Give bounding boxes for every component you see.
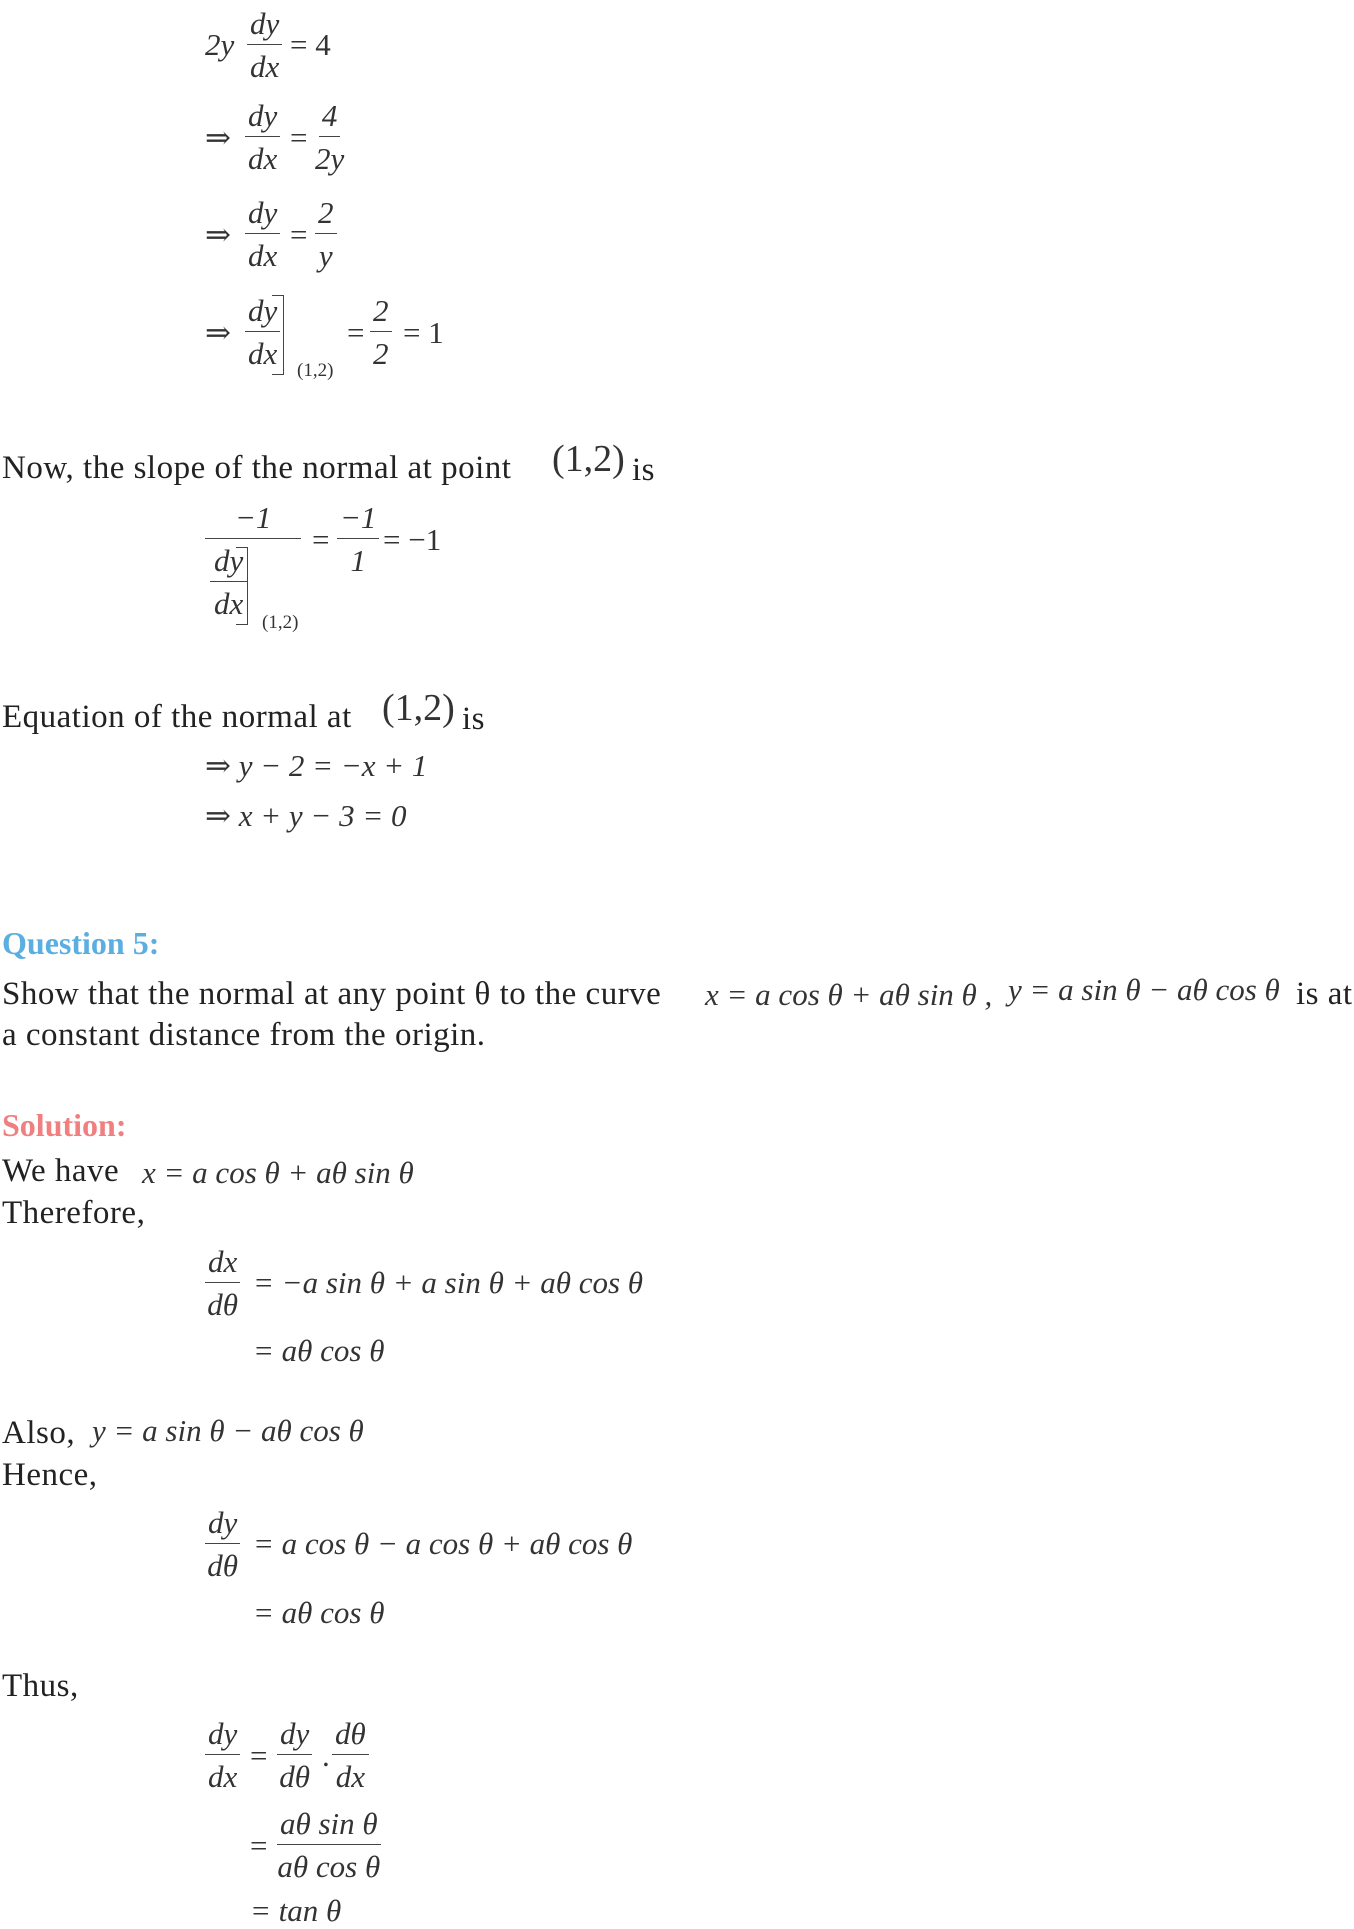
inner-numerator: dy bbox=[210, 545, 247, 582]
fraction-numerator: dy bbox=[245, 100, 280, 137]
math-fraction bbox=[370, 295, 392, 369]
fraction-numerator: −1 bbox=[205, 502, 301, 539]
solution-heading: Solution: bbox=[2, 1107, 127, 1143]
fraction-numerator: dy bbox=[205, 1718, 240, 1755]
math-term: 2y bbox=[205, 27, 235, 62]
fraction-numerator: dθ bbox=[332, 1718, 369, 1755]
fraction-denominator: 2y bbox=[315, 141, 345, 176]
word-is: is bbox=[462, 701, 486, 737]
math-term: = bbox=[347, 315, 365, 350]
fraction-numerator: dy bbox=[245, 295, 280, 332]
fraction-numerator: 2 bbox=[315, 197, 337, 234]
implies-arrow: ⇒ bbox=[205, 120, 231, 155]
fraction-numerator: dy bbox=[247, 8, 282, 45]
math-fraction bbox=[245, 100, 280, 174]
point-coordinates: (1,2) bbox=[382, 687, 455, 729]
math-derivative-rhs: = a cos θ − a cos θ + aθ cos θ bbox=[253, 1526, 633, 1561]
fraction-denominator: dθ bbox=[207, 1287, 238, 1322]
evaluation-bracket bbox=[247, 547, 248, 625]
fraction-numerator: −1 bbox=[337, 502, 379, 539]
curve-x-equation: x = a cos θ + aθ sin θ , bbox=[705, 977, 993, 1012]
question-text-end: is at bbox=[1296, 976, 1353, 1012]
word-is: is bbox=[632, 452, 656, 488]
math-term: = bbox=[290, 217, 308, 252]
math-fraction bbox=[277, 1718, 312, 1792]
fraction-denominator: 2 bbox=[373, 336, 389, 371]
fraction-numerator: dy bbox=[277, 1718, 312, 1755]
math-fraction bbox=[315, 197, 337, 271]
implies-arrow: ⇒ bbox=[205, 217, 231, 252]
paragraph-slope: Now, the slope of the normal at point bbox=[2, 450, 512, 486]
math-term: = −1 bbox=[383, 522, 442, 557]
fraction-numerator: dy bbox=[245, 197, 280, 234]
math-term: = bbox=[290, 120, 308, 155]
curve-y-equation: y = a sin θ − aθ cos θ bbox=[1008, 972, 1280, 1007]
math-fraction bbox=[315, 100, 344, 174]
fraction-denominator: dx bbox=[248, 336, 278, 371]
text-therefore: Therefore, bbox=[2, 1195, 146, 1231]
fraction-numerator: 2 bbox=[370, 295, 392, 332]
math-fraction bbox=[205, 1507, 240, 1581]
fraction-denominator: dx bbox=[248, 141, 278, 176]
fraction-numerator: aθ sin θ bbox=[277, 1808, 381, 1845]
paragraph-normal-equation: Equation of the normal at bbox=[2, 699, 352, 735]
fraction-denominator: dx bbox=[335, 1759, 365, 1794]
text-also: Also, bbox=[2, 1415, 76, 1451]
fraction-denominator: dx bbox=[208, 1759, 238, 1794]
fraction-numerator: dx bbox=[205, 1246, 240, 1283]
text-thus: Thus, bbox=[2, 1668, 79, 1704]
math-term: = 1 bbox=[403, 315, 444, 350]
text-hence: Hence, bbox=[2, 1457, 98, 1493]
math-fraction bbox=[205, 1246, 240, 1320]
math-term: . bbox=[322, 1738, 330, 1773]
fraction-denominator: dθ bbox=[207, 1548, 238, 1583]
math-fraction bbox=[332, 1718, 369, 1792]
fraction-denominator: y bbox=[318, 238, 333, 273]
point-coordinates: (1,2) bbox=[552, 438, 625, 480]
math-x-equation: x = a cos θ + aθ sin θ bbox=[142, 1155, 414, 1190]
question-text-line2: a constant distance from the origin. bbox=[2, 1017, 486, 1053]
math-fraction bbox=[337, 502, 379, 576]
fraction-denominator bbox=[205, 539, 247, 619]
inner-denominator: dx bbox=[214, 586, 244, 621]
math-fraction bbox=[247, 8, 282, 82]
math-derivative-rhs: = −a sin θ + a sin θ + aθ cos θ bbox=[253, 1265, 644, 1300]
math-fraction-normal-slope bbox=[205, 502, 301, 619]
implies-arrow: ⇒ bbox=[205, 315, 231, 350]
fraction-denominator: 1 bbox=[350, 543, 366, 578]
fraction-denominator: dx bbox=[248, 238, 278, 273]
math-term: = bbox=[312, 522, 330, 557]
math-fraction bbox=[205, 1718, 240, 1792]
math-derivative-simplified: = aθ cos θ bbox=[253, 1595, 385, 1630]
math-term: = bbox=[250, 1828, 268, 1863]
fraction-denominator: dx bbox=[250, 49, 280, 84]
evaluation-point: (1,2) bbox=[297, 360, 334, 381]
question-text: Show that the normal at any point θ to the curve bbox=[2, 976, 662, 1012]
text-we-have: We have bbox=[2, 1153, 120, 1189]
question-heading: Question 5: bbox=[2, 925, 160, 961]
math-line: ⇒ x + y − 3 = 0 bbox=[205, 798, 407, 833]
math-line: ⇒ y − 2 = −x + 1 bbox=[205, 748, 428, 783]
math-y-equation: y = a sin θ − aθ cos θ bbox=[92, 1413, 364, 1448]
fraction-numerator: dy bbox=[205, 1507, 240, 1544]
fraction-numerator: 4 bbox=[319, 100, 341, 137]
evaluation-point: (1,2) bbox=[262, 612, 299, 633]
fraction-denominator: aθ cos θ bbox=[277, 1849, 381, 1884]
math-fraction bbox=[277, 1808, 381, 1882]
math-derivative-simplified: = aθ cos θ bbox=[253, 1333, 385, 1368]
fraction-denominator: dθ bbox=[279, 1759, 310, 1794]
math-fraction bbox=[245, 197, 280, 271]
math-term: = bbox=[250, 1738, 268, 1773]
math-term: = 4 bbox=[290, 27, 331, 62]
evaluation-bracket bbox=[283, 295, 284, 375]
math-final-result: = tan θ bbox=[250, 1893, 342, 1928]
math-fraction bbox=[245, 295, 280, 369]
